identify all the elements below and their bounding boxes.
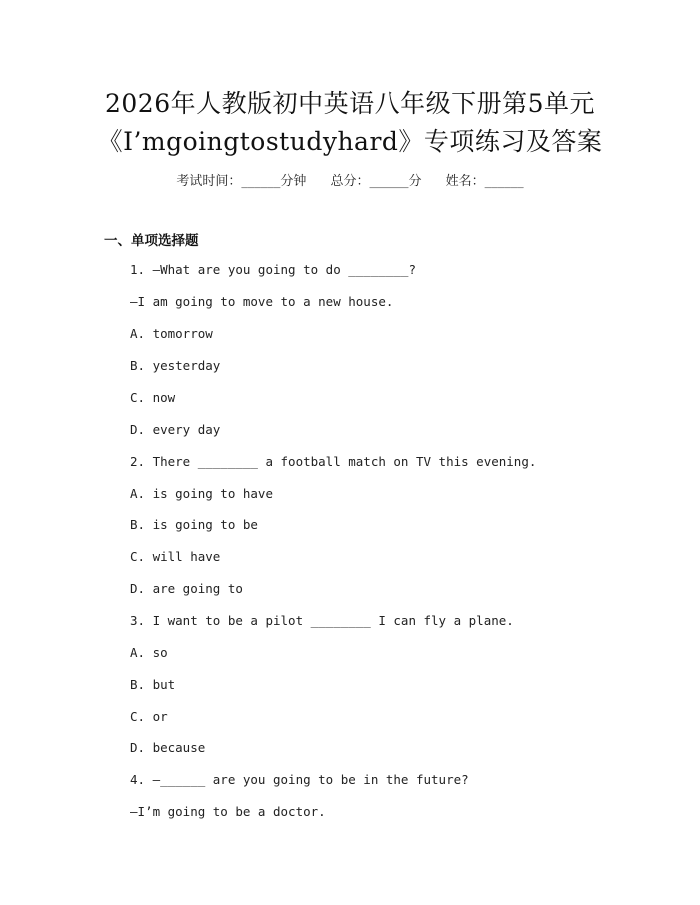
- question-2-stem: 2. There ________ a football match on TV this evening.: [130, 454, 537, 469]
- question-1-option-a: A. tomorrow: [130, 326, 213, 341]
- question-1-option-c: C. now: [130, 390, 176, 405]
- question-1-reply: —I am going to move to a new house.: [130, 294, 394, 309]
- question-4-reply: —I’m going to be a doctor.: [130, 804, 326, 819]
- question-3-option-d: D. because: [130, 740, 206, 755]
- exam-total-score: 总分：______分: [330, 174, 422, 189]
- question-2-option-c: C. will have: [130, 549, 221, 564]
- question-1-option-d: D. every day: [130, 422, 221, 437]
- document-title-line-1: 2026年人教版初中英语八年级下册第5单元: [104, 89, 596, 118]
- question-1-stem: 1. —What are you going to do ________?: [130, 262, 416, 277]
- question-3-option-b: B. but: [130, 677, 176, 692]
- question-3-option-c: C. or: [130, 709, 168, 724]
- exam-meta: [0, 170, 700, 189]
- question-2-option-b: B. is going to be: [130, 517, 258, 532]
- question-2-option-d: D. are going to: [130, 581, 243, 596]
- question-2-option-a: A. is going to have: [130, 486, 273, 501]
- document-title-line-2: 《I’mgoingtostudyhard》专项练习及答案: [97, 127, 603, 156]
- section-title-multiple-choice: 一、单项选择题: [104, 233, 199, 249]
- question-1-option-b: B. yesterday: [130, 358, 221, 373]
- question-3-option-a: A. so: [130, 645, 168, 660]
- question-4-stem: 4. —______ are you going to be in the future?: [130, 772, 469, 787]
- exam-student-name: 姓名：______: [445, 174, 524, 189]
- exam-time: 考试时间：______分钟: [176, 174, 307, 189]
- question-3-stem: 3. I want to be a pilot ________ I can fly a plane.: [130, 613, 514, 628]
